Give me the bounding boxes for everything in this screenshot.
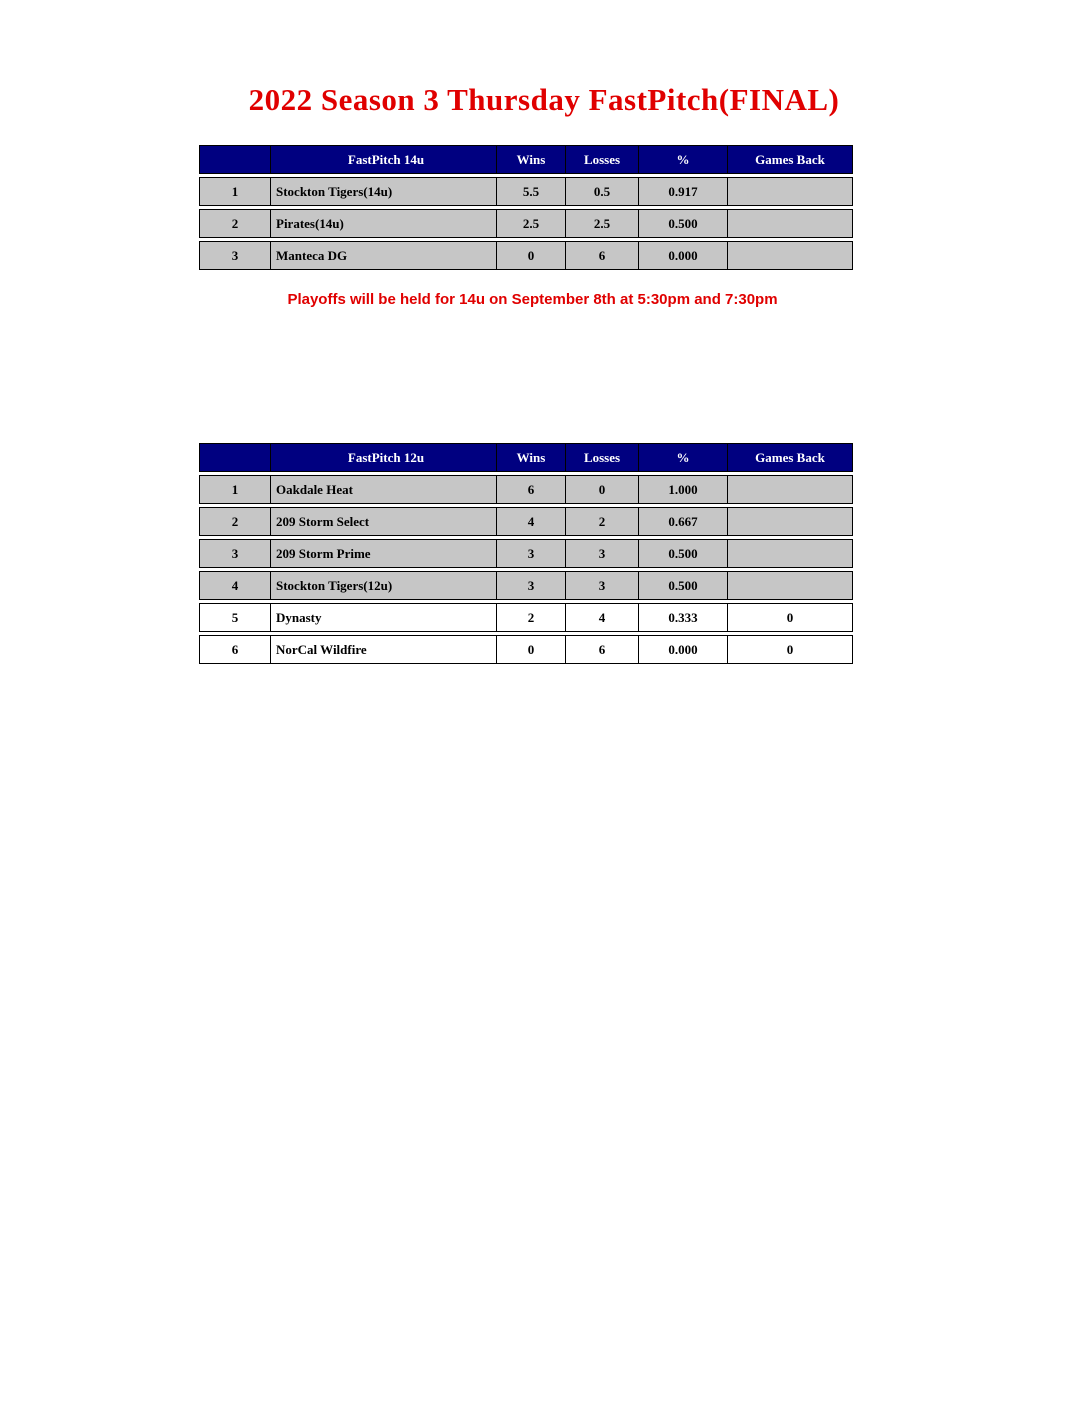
cell-team: Oakdale Heat: [271, 475, 497, 504]
cell-wins: 3: [497, 539, 566, 568]
header-rank: [199, 145, 271, 174]
cell-pct: 0.000: [639, 241, 728, 270]
cell-team: Pirates(14u): [271, 209, 497, 238]
cell-losses: 6: [566, 241, 639, 270]
cell-wins: 5.5: [497, 177, 566, 206]
cell-games-back: [728, 571, 853, 600]
cell-games-back: [728, 177, 853, 206]
cell-pct: 0.333: [639, 603, 728, 632]
cell-losses: 2: [566, 507, 639, 536]
cell-pct: 0.500: [639, 209, 728, 238]
header-losses: Losses: [566, 443, 639, 472]
page-title: 2022 Season 3 Thursday FastPitch(FINAL): [248, 82, 840, 117]
header-wins: Wins: [497, 145, 566, 174]
cell-losses: 0: [566, 475, 639, 504]
cell-team: Stockton Tigers(14u): [271, 177, 497, 206]
header-rank: [199, 443, 271, 472]
header-division: FastPitch 14u: [271, 145, 497, 174]
cell-games-back: [728, 209, 853, 238]
cell-losses: 4: [566, 603, 639, 632]
cell-team: 209 Storm Prime: [271, 539, 497, 568]
cell-losses: 3: [566, 571, 639, 600]
cell-rank: 4: [199, 571, 271, 600]
cell-rank: 5: [199, 603, 271, 632]
cell-pct: 0.917: [639, 177, 728, 206]
cell-games-back: [728, 241, 853, 270]
table-header-row: [199, 145, 853, 174]
table-row: [199, 539, 853, 568]
fastpitch-12u-table: [199, 440, 853, 667]
cell-rank: 3: [199, 539, 271, 568]
cell-rank: 6: [199, 635, 271, 664]
cell-games-back: [728, 539, 853, 568]
cell-team: NorCal Wildfire: [271, 635, 497, 664]
cell-wins: 4: [497, 507, 566, 536]
cell-games-back: [728, 475, 853, 504]
cell-rank: 1: [199, 177, 271, 206]
header-losses: Losses: [566, 145, 639, 174]
cell-team: 209 Storm Select: [271, 507, 497, 536]
cell-wins: 0: [497, 241, 566, 270]
cell-rank: 3: [199, 241, 271, 270]
cell-losses: 0.5: [566, 177, 639, 206]
cell-pct: 1.000: [639, 475, 728, 504]
cell-rank: 2: [199, 507, 271, 536]
header-games-back: Games Back: [728, 443, 853, 472]
header-division: FastPitch 12u: [271, 443, 497, 472]
cell-games-back: 0: [728, 635, 853, 664]
table-row: [199, 241, 853, 270]
cell-team: Stockton Tigers(12u): [271, 571, 497, 600]
header-games-back: Games Back: [728, 145, 853, 174]
table-row: [199, 507, 853, 536]
table-row: [199, 635, 853, 664]
cell-losses: 3: [566, 539, 639, 568]
cell-games-back: 0: [728, 603, 853, 632]
table-row: [199, 571, 853, 600]
cell-wins: 2: [497, 603, 566, 632]
table-row: [199, 177, 853, 206]
cell-team: Dynasty: [271, 603, 497, 632]
header-wins: Wins: [497, 443, 566, 472]
cell-losses: 2.5: [566, 209, 639, 238]
table-header-row: [199, 443, 853, 472]
cell-wins: 3: [497, 571, 566, 600]
cell-wins: 0: [497, 635, 566, 664]
cell-team: Manteca DG: [271, 241, 497, 270]
cell-games-back: [728, 507, 853, 536]
cell-wins: 2.5: [497, 209, 566, 238]
playoff-note: Playoffs will be held for 14u on September 8th at 5:30pm and 7:30pm: [287, 291, 778, 308]
cell-pct: 0.500: [639, 571, 728, 600]
table-row: [199, 209, 853, 238]
cell-rank: 1: [199, 475, 271, 504]
cell-pct: 0.500: [639, 539, 728, 568]
cell-pct: 0.000: [639, 635, 728, 664]
cell-rank: 2: [199, 209, 271, 238]
header-pct: %: [639, 145, 728, 174]
fastpitch-14u-table: [199, 142, 853, 273]
header-pct: %: [639, 443, 728, 472]
table-row: [199, 475, 853, 504]
cell-pct: 0.667: [639, 507, 728, 536]
table-row: [199, 603, 853, 632]
cell-wins: 6: [497, 475, 566, 504]
cell-losses: 6: [566, 635, 639, 664]
